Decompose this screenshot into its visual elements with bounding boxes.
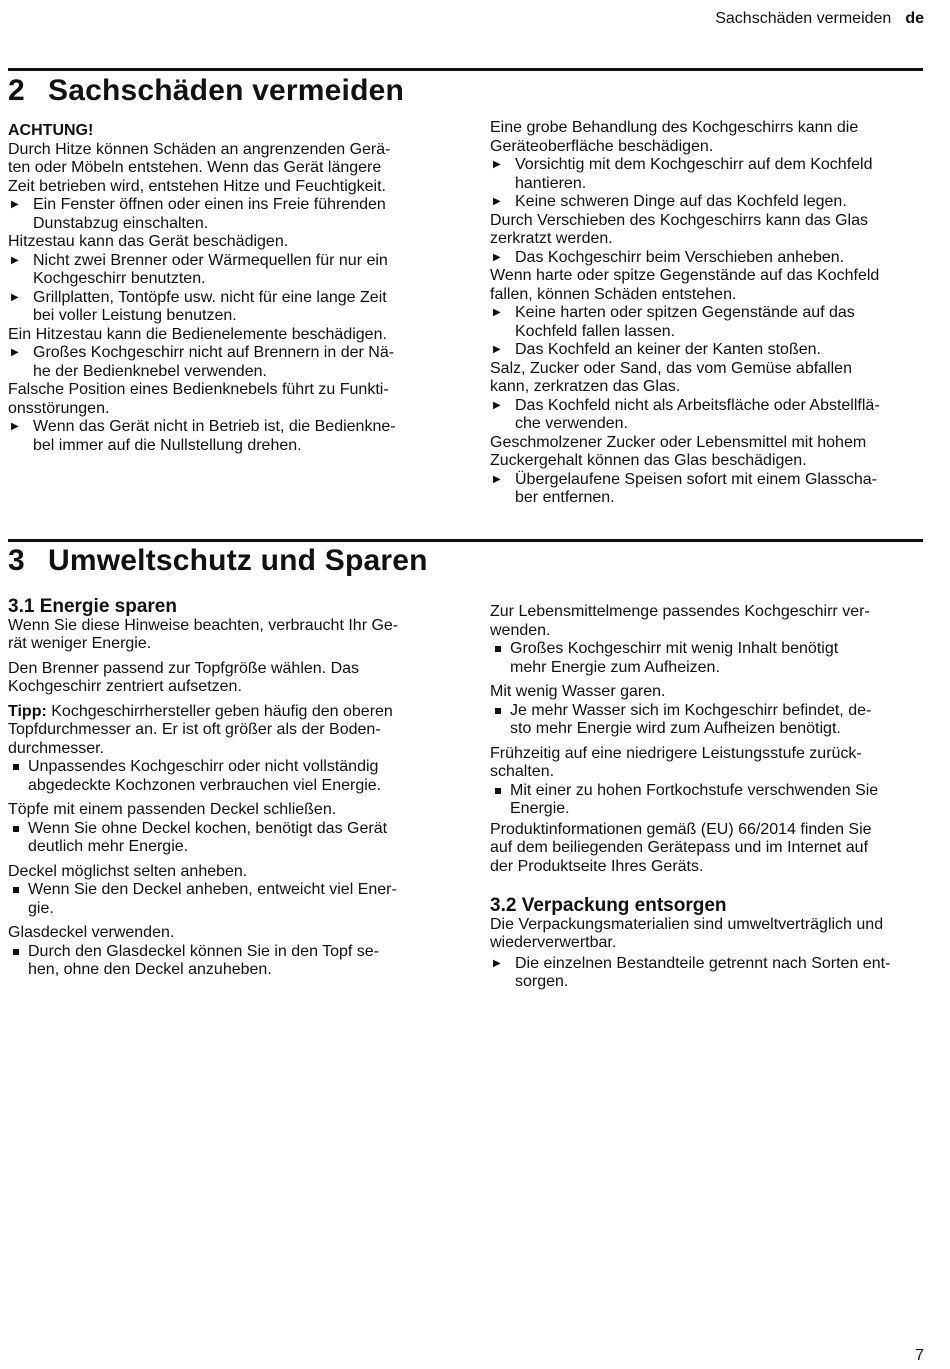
arrow-icon: ▶ [11,199,19,210]
arrow-icon: ▶ [493,196,501,207]
paragraph: Geschmolzener Zucker oder Lebensmittel mit hohem Zuckergehalt können das Glas beschädigen. [490,433,867,469]
paragraph: Die Verpackungsmaterialien sind umweltverträglich und wiederverwertbar. [490,915,884,951]
arrow-icon: ▶ [493,399,501,411]
bullet-item: ▶ Keine harten oder spitzen Gegenstände auf das Kochfeld fallen lassen. [493,304,855,340]
arrow-icon: ▶ [11,254,19,266]
bullet-item: Je mehr Wasser sich im Kochgeschirr befindet, de- sto mehr Energie wird zum Aufheizen benötigt. [490,702,920,739]
bullet-item: ▶ Die einzelnen Bestandteile getrennt nach Sorten ent- sorgen. [493,954,891,990]
arrow-icon: ▶ [493,307,501,318]
arrow-icon: ▶ [493,344,501,355]
paragraph: Den Brenner passend zur Topfgröße wählen. Das Kochgeschirr zentriert aufsetzen. [8,659,360,695]
bullet-item: Unpassendes Kochgeschirr oder nicht vollständig abgedeckte Kochzonen verbrauchen viel Energie. [8,758,438,795]
paragraph: Frühzeitig auf eine niedrigere Leistungsstufe zurück- schalten. [490,744,862,780]
paragraph: Deckel möglichst selten anheben. [8,862,248,880]
bullet-item: ▶ Großes Kochgeschirr nicht auf Brennern in der Nä- he der Bedienknebel verwenden. [11,344,395,380]
bullet-item: ▶ Das Kochfeld an keiner der Kanten stoßen. [493,341,821,358]
language-code: de [905,10,924,27]
bullet-item: Mit einer zu hohen Fortkochstufe verschwenden Sie Energie. [490,782,920,819]
column-right [490,119,920,508]
paragraph: Zur Lebensmittelmenge passendes Kochgeschirr ver- wenden. [490,603,870,639]
square-bullet-icon [13,887,19,893]
section-title: Umweltschutz und Sparen [48,544,428,577]
paragraph: Durch Verschieben des Kochgeschirrs kann das Glas zerkratzt werden. [490,211,868,247]
arrow-icon: ▶ [493,251,501,263]
square-bullet-icon [495,646,501,652]
bullet-item: ▶ Das Kochfeld nicht als Arbeitsfläche oder Abstellflä- che verwenden. [493,396,880,432]
paragraph: Falsche Position eines Bedienknebels führt zu Funkti- onsstörungen. [8,381,389,417]
paragraph: Glasdeckel verwenden. [8,924,175,941]
section-number: 3 [8,544,25,577]
paragraph: Mit wenig Wasser garen. [490,683,666,700]
paragraph: Produktinformationen gemäß (EU) 66/2014 finden Sie auf dem beiliegenden Gerätepass und im Internet auf der Produktseite Ihres Geräts. [490,820,872,875]
square-bullet-icon [495,708,501,714]
square-bullet-icon [13,764,19,770]
column-left [8,598,438,980]
column-left [8,122,438,455]
bullet-item: ▶ Keine schweren Dinge auf das Kochfeld legen. [493,193,847,210]
arrow-icon: ▶ [11,347,19,358]
paragraph: Durch Hitze können Schäden an angrenzenden Gerä- ten oder Möbeln entstehen. Wenn das Gerät längere Zeit betrieben wird, entstehen Hitze und Feuchtigkeit. [8,140,391,195]
column-right [490,603,920,992]
arrow-icon: ▶ [11,291,19,303]
paragraph: Ein Hitzestau kann die Bedienelemente beschädigen. [8,325,387,343]
bullet-item: ▶ Wenn das Gerät nicht in Betrieb ist, die Bedienkne- bel immer auf die Nullstellung drehen. [11,418,396,454]
square-bullet-icon [13,826,19,832]
paragraph: Töpfe mit einem passenden Deckel schließen. [8,801,337,818]
paragraph: Salz, Zucker oder Sand, das vom Gemüse abfallen kann, zerkratzen das Glas. [490,359,852,395]
bullet-item: ▶ Ein Fenster öffnen oder einen ins Freie führenden Dunstabzug einschalten. [11,196,386,232]
paragraph: Eine grobe Behandlung des Kochgeschirrs kann die Geräteoberfläche beschädigen. [490,119,859,155]
tip-label: Tipp: [8,702,47,720]
bullet-item: Großes Kochgeschirr mit wenig Inhalt benötigt mehr Energie zum Aufheizen. [490,640,920,677]
bullet-item: Wenn Sie den Deckel anheben, entweicht viel Ener- gie. [8,881,438,918]
subsection-heading: 3.1 Energie sparen [8,596,177,617]
bullet-item: ▶ Übergelaufene Speisen sofort mit einem Glasscha- ber entfernen. [493,470,877,506]
arrow-icon: ▶ [493,159,501,170]
running-header-title: Sachschäden vermeiden [715,10,892,27]
section-number: 2 [8,74,25,107]
paragraph: Wenn harte oder spitze Gegenstände auf das Kochfeld fallen, können Schäden entstehen. [490,267,880,303]
bullet-item: ▶ Nicht zwei Brenner oder Wärmequellen für nur ein Kochgeschirr benutzten. [11,251,388,287]
square-bullet-icon [495,788,501,794]
square-bullet-icon [13,949,19,955]
bullet-item: Durch den Glasdeckel können Sie in den Topf se- hen, ohne den Deckel anzuheben. [8,943,438,980]
tip-paragraph: Tipp: Kochgeschirrhersteller geben häufig den oberen Topfdurchmesser an. Er ist oft größer als der Boden- durchmesser. [8,702,393,757]
bullet-item: ▶ Vorsichtig mit dem Kochgeschirr auf dem Kochfeld hantieren. [493,156,873,192]
bullet-item: ▶ Grillplatten, Tontöpfe usw. nicht für eine lange Zeit bei voller Leistung benutzen. [11,288,387,324]
page-number: 7 [915,1347,924,1364]
arrow-icon: ▶ [11,421,19,432]
arrow-icon: ▶ [493,473,501,485]
section-heading [8,544,428,578]
section-heading [8,74,404,108]
section-rule [8,68,923,71]
running-header [715,10,924,28]
subsection-heading: 3.2 Verpackung entsorgen [490,895,727,916]
section-title: Sachschäden vermeiden [48,74,405,107]
paragraph: Wenn Sie diese Hinweise beachten, verbraucht Ihr Ge- rät weniger Energie. [8,616,399,652]
bullet-item: ▶ Das Kochgeschirr beim Verschieben anheben. [493,248,845,266]
section-rule [8,539,923,542]
paragraph: Hitzestau kann das Gerät beschädigen. [8,233,289,250]
arrow-icon: ▶ [493,957,501,969]
warning-title: ACHTUNG! [8,122,94,139]
bullet-item: Wenn Sie ohne Deckel kochen, benötigt das Gerät deutlich mehr Energie. [8,820,438,857]
